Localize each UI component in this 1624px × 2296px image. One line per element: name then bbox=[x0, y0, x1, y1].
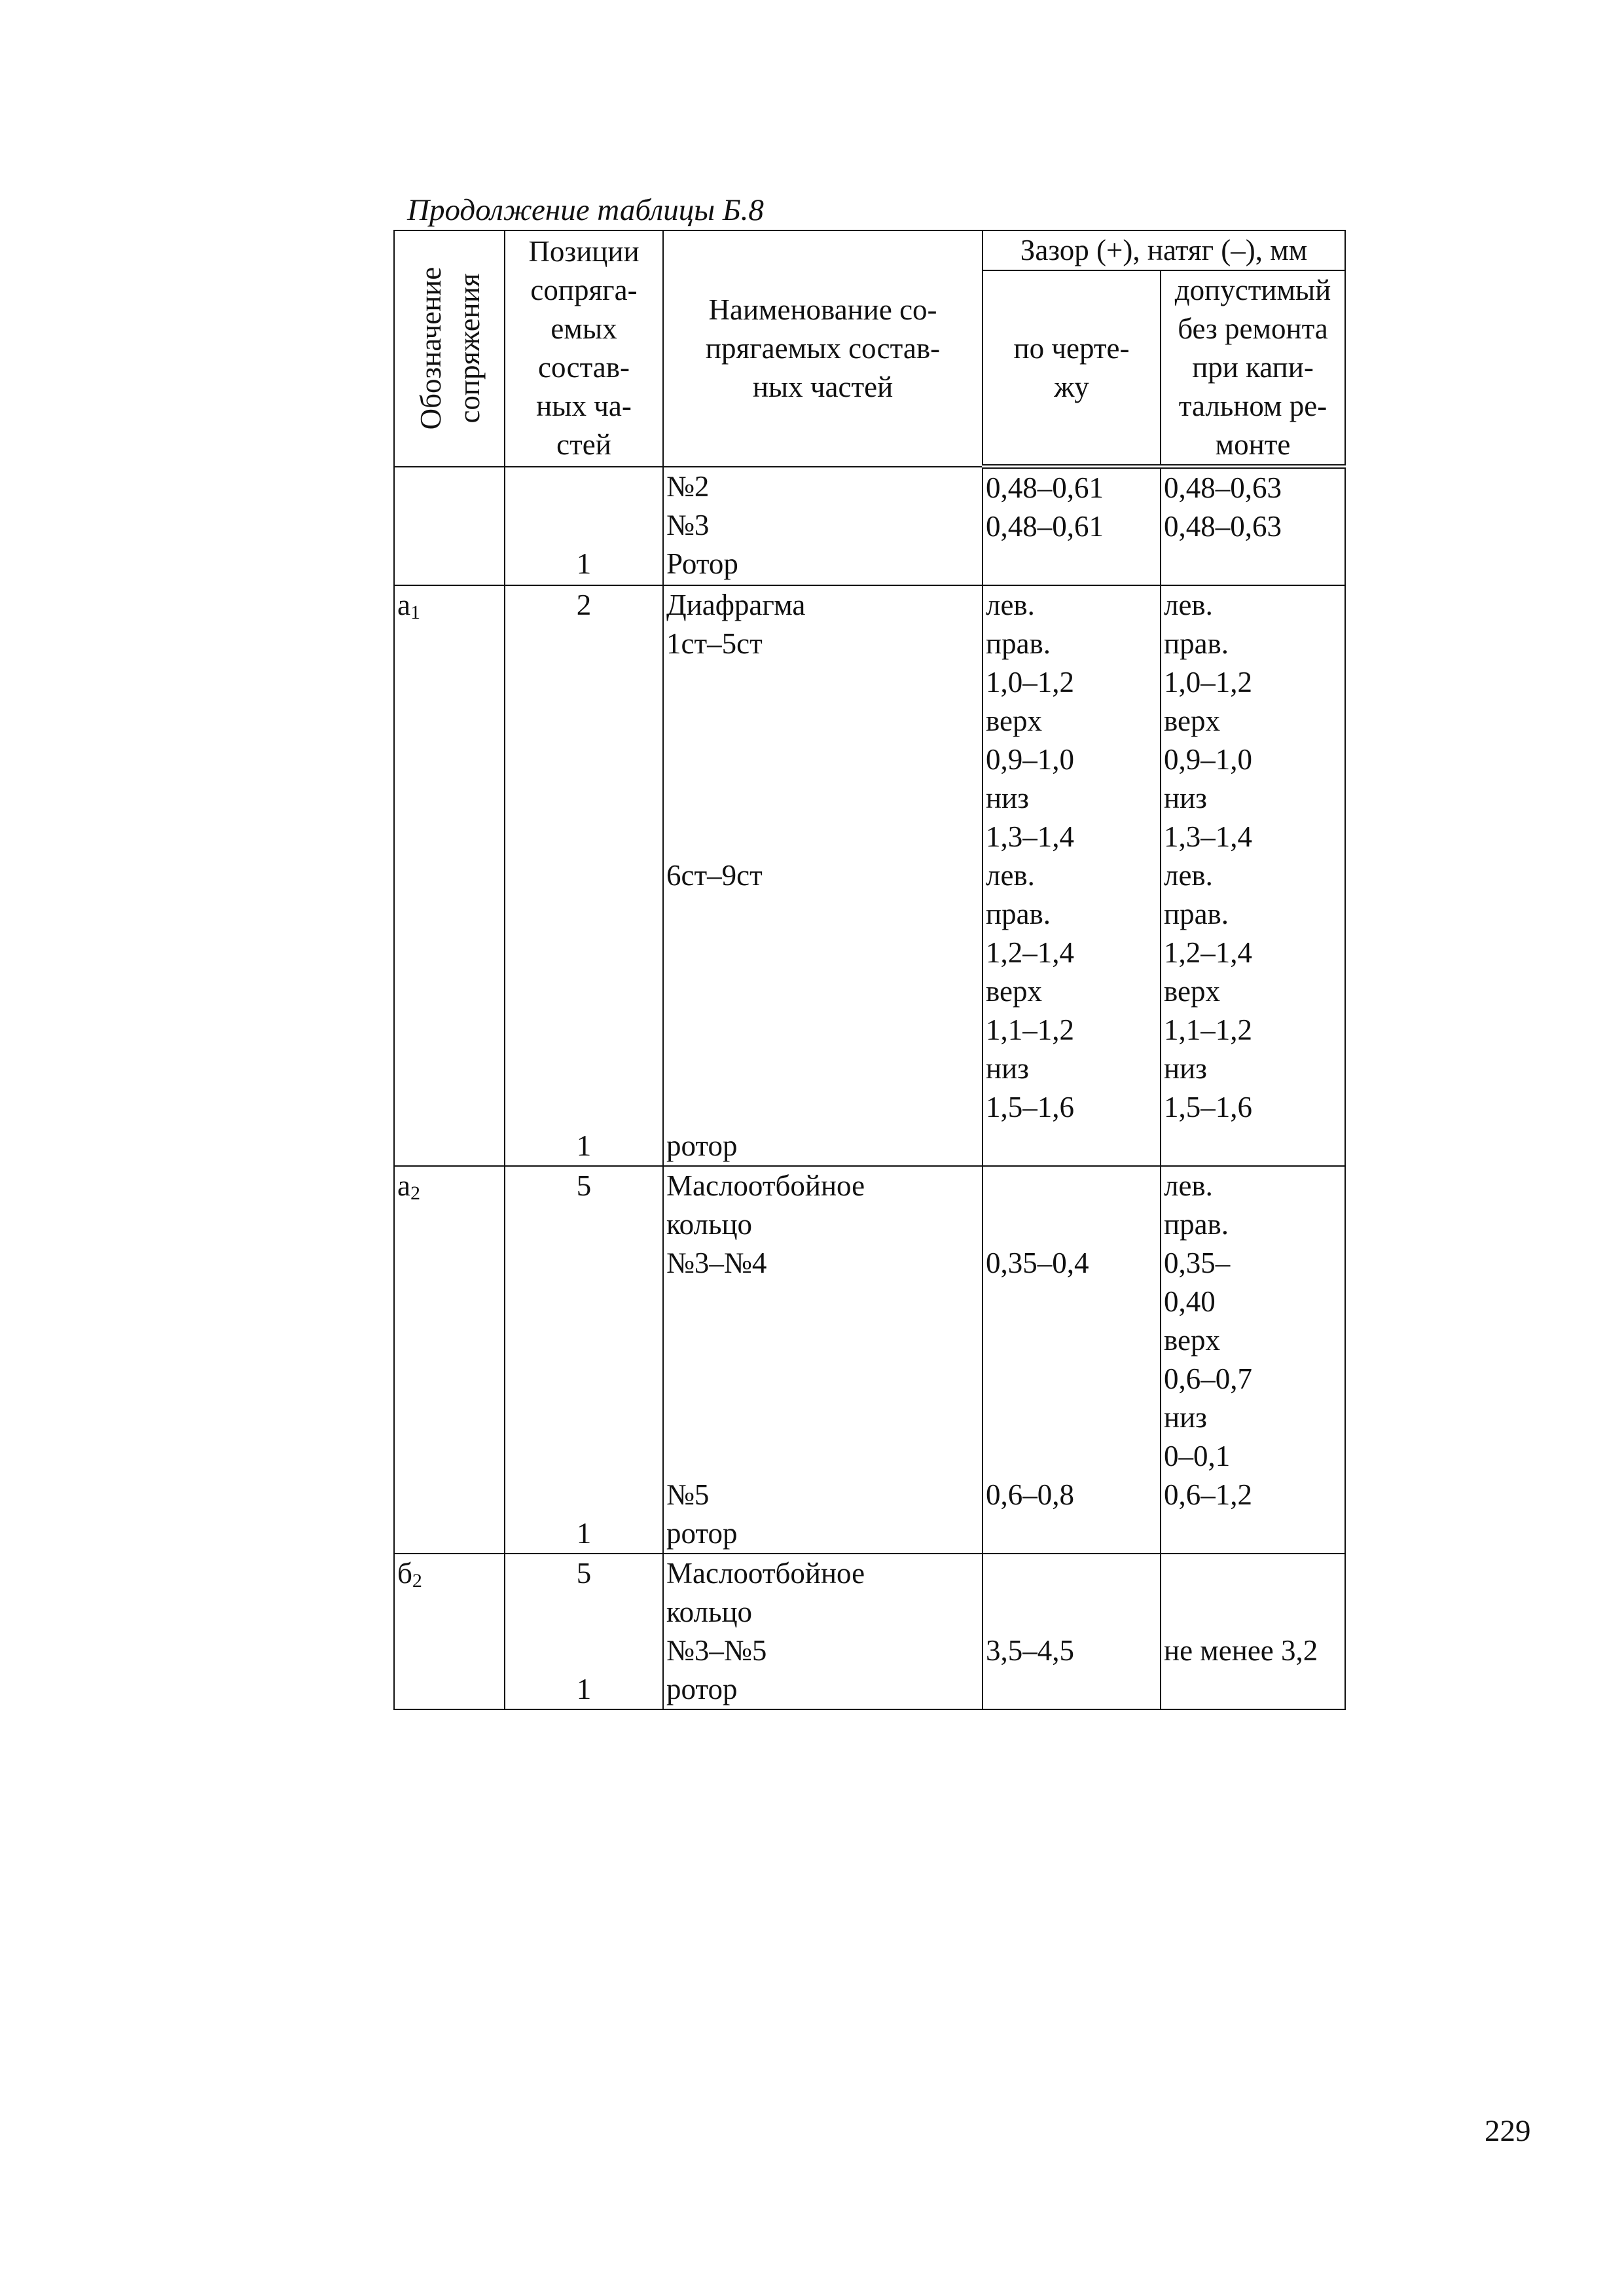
part-name-line bbox=[666, 972, 979, 1011]
allowable-line: не менее 3,2 bbox=[1164, 1634, 1318, 1667]
part-name-line: Маслоотбойное bbox=[666, 1557, 865, 1590]
allowable-line bbox=[1164, 1554, 1342, 1593]
allowable-line: прав. bbox=[1164, 1208, 1229, 1241]
part-name-line: ротор bbox=[666, 1673, 738, 1705]
part-name-line: №3 bbox=[666, 508, 710, 541]
designation-cell bbox=[394, 1166, 505, 1554]
position-line bbox=[508, 1244, 660, 1283]
part-name-line bbox=[666, 1011, 979, 1049]
designation-subscript: 2 bbox=[412, 1570, 422, 1592]
part-name-line: Маслоотбойное bbox=[666, 1169, 865, 1202]
by-drawing-line: 0,9–1,0 bbox=[986, 743, 1074, 776]
position-line bbox=[508, 972, 660, 1011]
by-drawing-line: 1,0–1,2 bbox=[986, 666, 1074, 699]
table-caption: Продолжение таблицы Б.8 bbox=[407, 193, 764, 227]
part-name-line: №3–№5 bbox=[666, 1634, 767, 1667]
allowable-line: 0,48–0,63 bbox=[1164, 510, 1282, 543]
part-names-cell bbox=[663, 1166, 983, 1554]
part-name-line: №2 bbox=[666, 469, 710, 503]
part-name-line bbox=[666, 779, 979, 818]
allowable-line bbox=[1164, 546, 1342, 585]
position-line bbox=[508, 1049, 660, 1088]
part-name-line: Ротор bbox=[666, 547, 738, 580]
position-line bbox=[508, 1011, 660, 1049]
position-line bbox=[508, 1283, 660, 1321]
part-name-line bbox=[666, 702, 979, 740]
part-name-line: кольцо bbox=[666, 1208, 753, 1241]
table-row bbox=[394, 1166, 1345, 1554]
allowable-line bbox=[1164, 1127, 1342, 1165]
by-drawing-line: низ bbox=[986, 1052, 1029, 1085]
header-part-names: Наименование со- прягаемых состав- ных частей bbox=[663, 230, 983, 467]
by-drawing-line: 1,2–1,4 bbox=[986, 936, 1074, 969]
allowable-line: 1,1–1,2 bbox=[1164, 1013, 1252, 1046]
position-line: 1 bbox=[576, 1517, 592, 1550]
by-drawing-line bbox=[986, 1167, 1157, 1205]
allowable-line: 0,40 bbox=[1164, 1285, 1216, 1318]
part-name-line: 6ст–9ст bbox=[666, 859, 763, 892]
table-row bbox=[394, 585, 1345, 1166]
allowable-line: верх bbox=[1164, 704, 1220, 737]
designation-subscript: 1 bbox=[410, 602, 420, 623]
part-name-line bbox=[666, 934, 979, 972]
header-by-drawing: по черте- жу bbox=[983, 270, 1161, 467]
position-line bbox=[508, 740, 660, 779]
by-drawing-line: лев. bbox=[986, 859, 1035, 892]
table-row bbox=[394, 1554, 1345, 1709]
by-drawing-line: 1,3–1,4 bbox=[986, 820, 1074, 853]
allowable-line: низ bbox=[1164, 1401, 1207, 1434]
position-line bbox=[508, 1593, 660, 1631]
position-line: 1 bbox=[576, 547, 592, 580]
allowable-line bbox=[1164, 1514, 1342, 1553]
allowable-cell bbox=[1161, 1166, 1345, 1554]
part-name-line bbox=[666, 1049, 979, 1088]
designation-letter: б bbox=[397, 1557, 412, 1590]
by-drawing-line bbox=[986, 1283, 1157, 1321]
by-drawing-line: 3,5–4,5 bbox=[986, 1634, 1074, 1667]
position-line bbox=[508, 1321, 660, 1360]
position-line bbox=[508, 702, 660, 740]
allowable-line: низ bbox=[1164, 1052, 1207, 1085]
positions-cell bbox=[505, 467, 663, 586]
by-drawing-line: 0,6–0,8 bbox=[986, 1478, 1074, 1511]
by-drawing-cell bbox=[983, 467, 1161, 586]
allowable-line: 1,3–1,4 bbox=[1164, 820, 1252, 853]
header-row-1 bbox=[394, 230, 1345, 270]
position-line bbox=[508, 856, 660, 895]
position-line bbox=[508, 934, 660, 972]
table-row bbox=[394, 467, 1345, 586]
part-name-line: Диафрагма bbox=[666, 589, 806, 621]
part-names-cell bbox=[663, 585, 983, 1166]
allowable-line: 1,0–1,2 bbox=[1164, 666, 1252, 699]
allowable-cell bbox=[1161, 467, 1345, 586]
allowable-line: 0,6–0,7 bbox=[1164, 1362, 1252, 1395]
by-drawing-line: верх bbox=[986, 704, 1042, 737]
position-line: 5 bbox=[576, 1557, 592, 1590]
position-line bbox=[508, 506, 660, 545]
header-allowable: допустимый без ремонта при капи- тальном ре- монте bbox=[1161, 270, 1345, 467]
position-line bbox=[508, 1398, 660, 1437]
part-name-line bbox=[666, 1360, 979, 1398]
by-drawing-line: низ bbox=[986, 782, 1029, 814]
part-name-line bbox=[666, 740, 979, 779]
position-line bbox=[508, 1205, 660, 1244]
part-name-line: №5 bbox=[666, 1478, 710, 1511]
part-names-cell bbox=[663, 1554, 983, 1709]
allowable-cell bbox=[1161, 585, 1345, 1166]
header-clearance-group: Зазор (+), натяг (–), мм bbox=[983, 230, 1345, 270]
by-drawing-line bbox=[986, 1127, 1157, 1165]
part-name-line bbox=[666, 818, 979, 856]
by-drawing-cell bbox=[983, 1166, 1161, 1554]
designation-cell bbox=[394, 1554, 505, 1709]
by-drawing-line bbox=[986, 1321, 1157, 1360]
positions-cell bbox=[505, 585, 663, 1166]
by-drawing-line bbox=[986, 1360, 1157, 1398]
position-line bbox=[508, 663, 660, 702]
part-name-line bbox=[666, 1088, 979, 1127]
position-line bbox=[508, 779, 660, 818]
by-drawing-cell bbox=[983, 1554, 1161, 1709]
allowable-line: верх bbox=[1164, 975, 1220, 1008]
allowable-line: 1,2–1,4 bbox=[1164, 936, 1252, 969]
position-line bbox=[508, 625, 660, 663]
by-drawing-line bbox=[986, 1205, 1157, 1244]
part-name-line: №3–№4 bbox=[666, 1247, 767, 1279]
designation-cell bbox=[394, 467, 505, 586]
allowable-line: низ bbox=[1164, 782, 1207, 814]
allowable-line: прав. bbox=[1164, 627, 1229, 660]
designation-letter: а bbox=[397, 589, 410, 621]
part-name-line: кольцо bbox=[666, 1595, 753, 1628]
part-name-line: ротор bbox=[666, 1129, 738, 1162]
by-drawing-line: верх bbox=[986, 975, 1042, 1008]
allowable-line bbox=[1164, 1593, 1342, 1631]
allowable-line: прав. bbox=[1164, 898, 1229, 930]
position-line bbox=[508, 467, 660, 506]
by-drawing-line: 1,1–1,2 bbox=[986, 1013, 1074, 1046]
designation-cell bbox=[394, 585, 505, 1166]
part-name-line bbox=[666, 1437, 979, 1476]
allowable-line: 0,9–1,0 bbox=[1164, 743, 1252, 776]
allowable-line: верх bbox=[1164, 1324, 1220, 1357]
allowable-line: 1,5–1,6 bbox=[1164, 1091, 1252, 1123]
designation-subscript: 2 bbox=[410, 1182, 420, 1204]
position-line: 1 bbox=[576, 1673, 592, 1705]
by-drawing-line bbox=[986, 1670, 1157, 1709]
positions-cell bbox=[505, 1166, 663, 1554]
part-name-line bbox=[666, 895, 979, 934]
allowable-line bbox=[1164, 1670, 1342, 1709]
allowable-line: 0,48–0,63 bbox=[1164, 471, 1282, 504]
by-drawing-line: прав. bbox=[986, 898, 1051, 930]
position-line bbox=[508, 1088, 660, 1127]
allowable-line: 0,6–1,2 bbox=[1164, 1478, 1252, 1511]
part-name-line: ротор bbox=[666, 1517, 738, 1550]
position-line: 1 bbox=[576, 1129, 592, 1162]
part-name-line bbox=[666, 1321, 979, 1360]
by-drawing-line bbox=[986, 1593, 1157, 1631]
table-body bbox=[394, 467, 1345, 1710]
part-names-cell bbox=[663, 467, 983, 586]
header-designation: Обозначение сопряжения bbox=[394, 230, 505, 467]
positions-cell bbox=[505, 1554, 663, 1709]
allowable-line: 0,35– bbox=[1164, 1247, 1231, 1279]
by-drawing-line bbox=[986, 1437, 1157, 1476]
position-line bbox=[508, 818, 660, 856]
by-drawing-line: лев. bbox=[986, 589, 1035, 621]
allowable-line: лев. bbox=[1164, 859, 1213, 892]
part-name-line bbox=[666, 663, 979, 702]
by-drawing-cell bbox=[983, 585, 1161, 1166]
position-line bbox=[508, 895, 660, 934]
by-drawing-line bbox=[986, 546, 1157, 585]
allowable-line: лев. bbox=[1164, 589, 1213, 621]
position-line bbox=[508, 1631, 660, 1670]
position-line bbox=[508, 1437, 660, 1476]
page-number: 229 bbox=[1485, 2114, 1531, 2148]
by-drawing-line bbox=[986, 1554, 1157, 1593]
allowable-line: лев. bbox=[1164, 1169, 1213, 1202]
by-drawing-line: прав. bbox=[986, 627, 1051, 660]
by-drawing-line: 0,48–0,61 bbox=[986, 471, 1104, 504]
by-drawing-line bbox=[986, 1398, 1157, 1437]
position-line: 5 bbox=[576, 1169, 592, 1202]
by-drawing-line bbox=[986, 1514, 1157, 1553]
part-name-line: 1ст–5ст bbox=[666, 627, 763, 660]
by-drawing-line: 0,48–0,61 bbox=[986, 510, 1104, 543]
by-drawing-line: 1,5–1,6 bbox=[986, 1091, 1074, 1123]
allowable-line: 0–0,1 bbox=[1164, 1440, 1231, 1472]
part-name-line bbox=[666, 1398, 979, 1437]
by-drawing-line: 0,35–0,4 bbox=[986, 1247, 1089, 1279]
designation-letter: а bbox=[397, 1169, 410, 1202]
header-positions: Позиции сопряга- емых состав- ных ча- стей bbox=[505, 230, 663, 467]
position-line: 2 bbox=[576, 589, 592, 621]
mating-clearances-table bbox=[393, 230, 1346, 1710]
position-line bbox=[508, 1360, 660, 1398]
position-line bbox=[508, 1476, 660, 1514]
part-name-line bbox=[666, 1283, 979, 1321]
allowable-cell bbox=[1161, 1554, 1345, 1709]
